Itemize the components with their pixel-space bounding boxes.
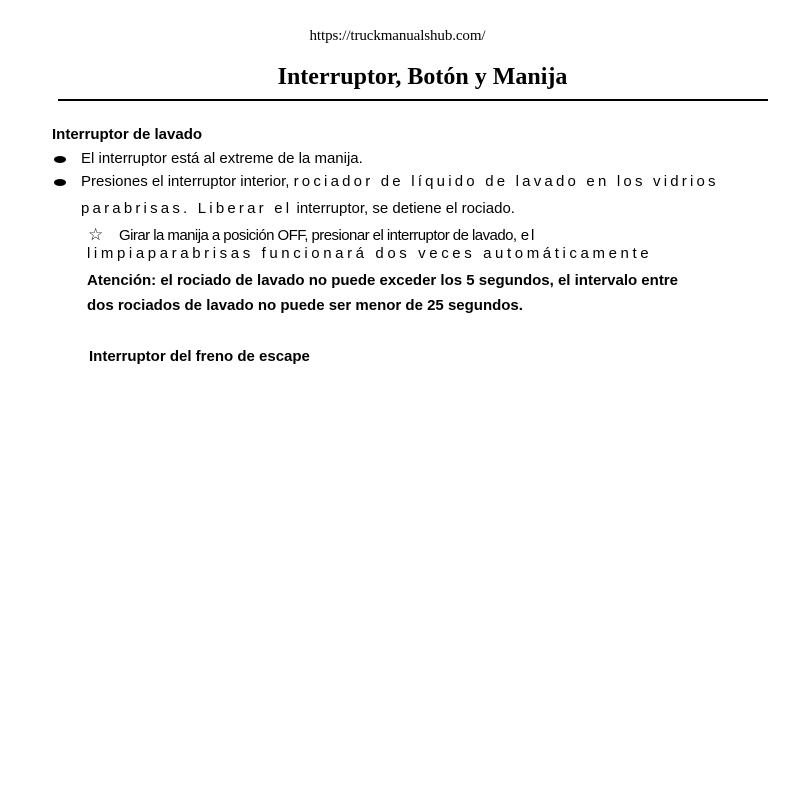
section-heading-washer-switch: Interruptor de lavado <box>52 126 203 143</box>
title-divider <box>58 99 768 101</box>
bullet-icon <box>54 179 66 186</box>
note-line-2: limpiaparabrisas funcionará dos veces automáticamente <box>87 245 653 262</box>
page-title: Interruptor, Botón y Manija <box>277 64 568 90</box>
attention-line-2: dos rociados de lavado no puede ser menor de 25 segundos. <box>87 297 523 314</box>
bullet-text-2-part-d: interruptor, se detiene el rociado. <box>296 200 515 217</box>
bullet-item-2-continuation <box>81 200 515 217</box>
bullet-icon <box>54 156 66 163</box>
note-line-1 <box>119 227 536 244</box>
section-heading-exhaust-brake-switch: Interruptor del freno de escape <box>89 348 310 365</box>
star-outline-icon: ☆ <box>88 225 104 245</box>
note-line-1-text: Girar la manija a posición OFF, presionar el interruptor de lavado, <box>119 227 517 244</box>
bullet-text-1: El interruptor está al extreme de la manija. <box>81 150 363 167</box>
bullet-text-2-part-a: Presiones el interruptor interior, <box>81 173 290 190</box>
bullet-text-2-part-c: parabrisas. Liberar el <box>81 200 293 217</box>
bullet-text-2-part-b: rociador de líquido de lavado en los vidrios <box>293 173 719 190</box>
note-line-1-tail: el <box>520 227 537 244</box>
bullet-text-2 <box>81 173 719 190</box>
attention-line-1: Atención: el rociado de lavado no puede exceder los 5 segundos, el intervalo entre <box>87 272 678 289</box>
url-header: https://truckmanualshub.com/ <box>309 28 486 44</box>
